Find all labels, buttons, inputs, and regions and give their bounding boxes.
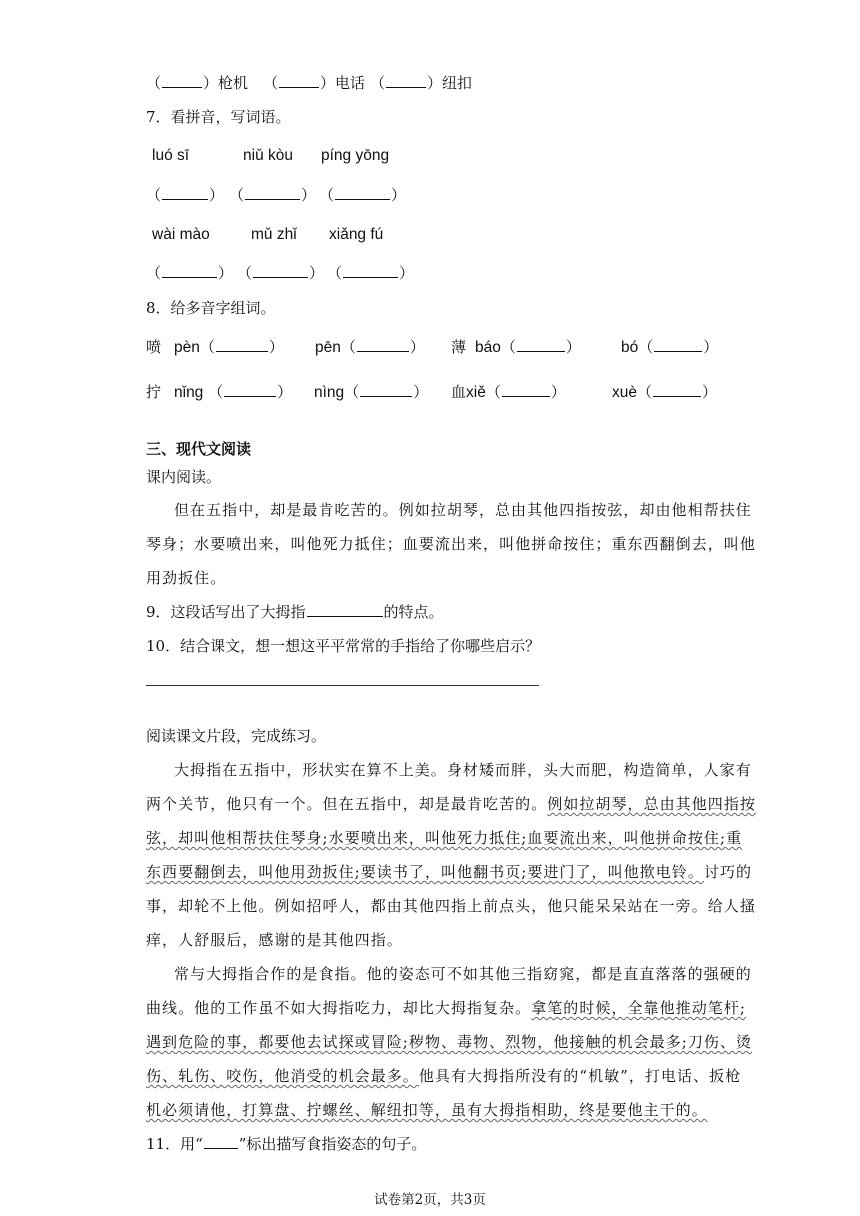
answer-parens-3 [319,185,406,205]
passage2-line: 东西要翻倒去，叫他用劲扳住;要读书了，叫他翻书页;要进门了，叫他揿电铃。讨巧的 [146,863,753,881]
answer-blank[interactable] [335,185,390,200]
passage1-line: 但在五指中，却是最肯吃苦的。例如拉胡琴，总由其他四指按弦，却由他相帮扶住 [174,501,752,519]
answer-blank[interactable] [307,602,383,617]
polyphone-item: xuè（ ） [612,382,717,403]
answer-blank[interactable] [360,382,412,397]
polyphone-item: nǐng （ ） [174,382,292,403]
answer-parens-6 [327,263,414,283]
answer-parens-5 [237,263,324,283]
passage2-line: 事，却轮不上他。例如招呼人，都由其他四指上前点头，他只能呆呆站在一旁。给人搔 [146,897,756,915]
section-title: 三、现代文阅读 [146,440,252,458]
question-10: 10．结合课文，想一想这平平常常的手指给了你哪些启示？ [146,637,541,655]
answer-blank[interactable] [502,382,550,397]
page-footer: 试卷第2页，共3页 [374,1192,486,1208]
answer-blank[interactable] [279,73,319,88]
answer-blank[interactable] [216,337,268,352]
pinyin-ping-yong: píng yōng [321,147,390,164]
answer-blank[interactable] [386,73,426,88]
answer-blank[interactable] [224,382,276,397]
answer-blank[interactable] [162,185,208,200]
question-11: 11．用“ ”标出描写食指姿态的句子。 [146,1135,427,1153]
passage2-line: 大拇指在五指中，形状实在算不上美。身材矮而胖，头大而肥，构造简单，人家有 [174,761,752,779]
answer-blank[interactable] [162,73,202,88]
polyphone-char-pen: 喷 [146,338,162,356]
answer-blank[interactable] [653,382,701,397]
polyphone-item: báo（ ） [475,337,581,358]
answer-blank[interactable] [245,185,300,200]
top-row-item-3: （ ） 纽扣 [370,73,472,93]
answer-parens-2 [229,185,316,205]
pinyin-xiang-fu: xiǎng fú [329,226,384,243]
pinyin-luo-si: luó sī [152,147,190,164]
answer-line[interactable] [146,685,539,686]
polyphone-item: nìng（ ） [314,382,428,403]
passage1-line: 用劲扳住。 [146,569,227,587]
polyphone-item: pēn（ ） [315,337,425,358]
polyphone-char-xie: 血xiě（ ） [451,382,566,403]
question-8-title: 8．给多音字组词。 [146,299,276,317]
passage1-line: 琴身；水要喷出来，叫他死力抵住；血要流出来，叫他拼命按住；重东西翻倒去，叫他 [146,535,756,553]
polyphone-char-bao: 薄 [451,338,467,356]
answer-blank[interactable] [343,263,398,278]
answer-blank[interactable] [357,337,409,352]
pinyin-niu-kou: niǔ kòu [243,147,293,164]
passage3-line: 曲线。他的工作虽不如大拇指吃力，却比大拇指复杂。拿笔的时候，全靠他推动笔杆; [146,999,746,1017]
answer-blank[interactable] [162,263,217,278]
passage2-line: 痒，人舒服后，感谢的是其他四指。 [146,931,403,949]
top-row-item-2: （ ） 电话 [263,73,365,93]
question-9: 9．这段话写出了大拇指 的特点。 [146,603,444,621]
polyphone-item: bó（ ） [621,337,718,358]
top-row-item-1: （ ）枪机 [146,73,248,93]
polyphone-item: pèn（ ） [174,337,284,358]
passage3-line: 遇到危险的事，都要他去试探或冒险;秽物、毒物、烈物，他接触的机会最多;刀伤、烫 [146,1033,753,1051]
underline-sample [204,1134,238,1149]
polyphone-char-ning: 拧 [146,383,162,401]
passage3-line: 常与大拇指合作的是食指。他的姿态可不如其他三指窈窕，都是直直落落的强硬的 [174,965,752,983]
passage2-line: 弦，却叫他相帮扶住琴身;水要喷出来，叫他死力抵住;血要流出来，叫他拼命按住;重 [146,829,743,847]
question-7-title: 7．看拼音，写词语。 [146,108,291,126]
passage3-line: 机必须请他，打算盘、拧螺丝、解纽扣等，虽有大拇指相助，终是要他主干的。 [146,1101,708,1119]
passage3-line: 伤、轧伤、咬伤，他消受的机会最多。他具有大拇指所没有的“机敏”，打电话、扳枪 [146,1067,742,1085]
passage2-line: 两个关节，他只有一个。但在五指中，却是最肯吃苦的。例如拉胡琴，总由其他四指按 [146,795,756,813]
answer-parens-4 [146,263,233,283]
answer-blank[interactable] [253,263,308,278]
answer-blank[interactable] [654,337,702,352]
answer-blank[interactable] [517,337,565,352]
pinyin-wai-mao: wài mào [152,226,210,243]
pinyin-mu-zhi: mǔ zhǐ [251,226,297,243]
subsection-title: 课内阅读。 [146,468,222,486]
subsection-title: 阅读课文片段，完成练习。 [146,727,327,745]
answer-parens-1 [146,185,224,205]
